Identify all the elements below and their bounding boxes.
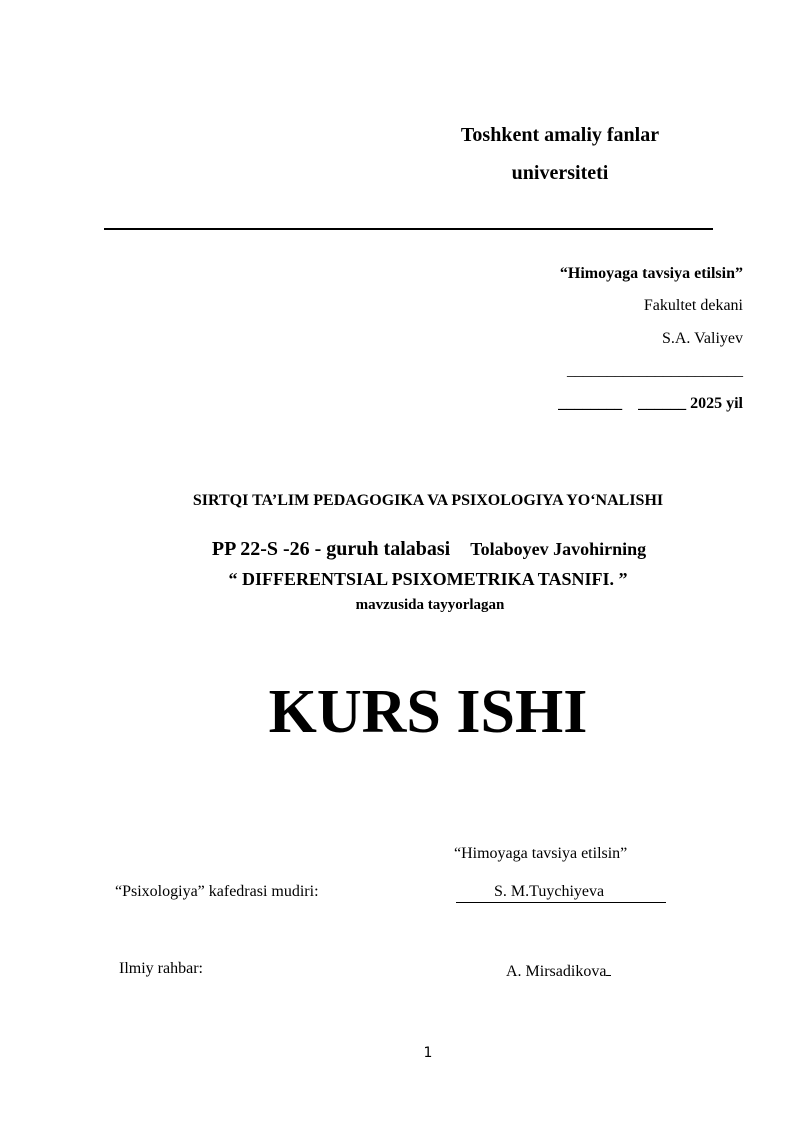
approval-date-day: ________ (558, 395, 623, 412)
approval-date (558, 395, 743, 413)
approval-name: S.A. Valiyev (661, 330, 743, 347)
advisor-name: A. Mirsadikova (506, 963, 607, 980)
approval-date-year: 2025 yil (690, 395, 743, 412)
student-line (212, 538, 646, 561)
document-title: KURS ISHI (268, 678, 588, 746)
university-name-line2: universiteti (511, 162, 609, 184)
approval-signature-line: ______________________ (567, 362, 743, 379)
department-head-label: “Psixologiya” kafedrasi mudiri: (115, 883, 319, 900)
header-divider (104, 228, 713, 230)
university-name-line1: Toshkent amaliy fanlar (460, 124, 660, 146)
topic-suffix: mavzusida tayyorlagan (355, 597, 505, 613)
department-head-field (456, 883, 666, 903)
bottom-recommend: “Himoyaga tavsiya etilsin” (454, 845, 628, 862)
approval-role: Fakultet dekani (643, 297, 743, 314)
approval-date-month: ______ (638, 395, 687, 412)
advisor-name-field (506, 960, 611, 981)
direction-title: SIRTQI TA’LIM PEDAGOGIKA VA PSIXOLOGIYA YO‘NALISHI (192, 492, 664, 509)
page-number: 1 (423, 1045, 433, 1061)
approval-heading-text: “Himoyaga tavsiya etilsin” (559, 265, 743, 282)
approval-heading (560, 265, 743, 283)
department-head-name: S. M.Tuychiyeva (494, 883, 605, 900)
student-name: Tolaboyev Javohirning (470, 539, 647, 559)
advisor-label: Ilmiy rahbar: (119, 960, 203, 977)
topic-title: “ DIFFERENTSIAL PSIXOMETRIKA TASNIFI. ” (228, 569, 628, 589)
student-group: PP 22-S -26 - guruh talabasi (211, 538, 451, 560)
